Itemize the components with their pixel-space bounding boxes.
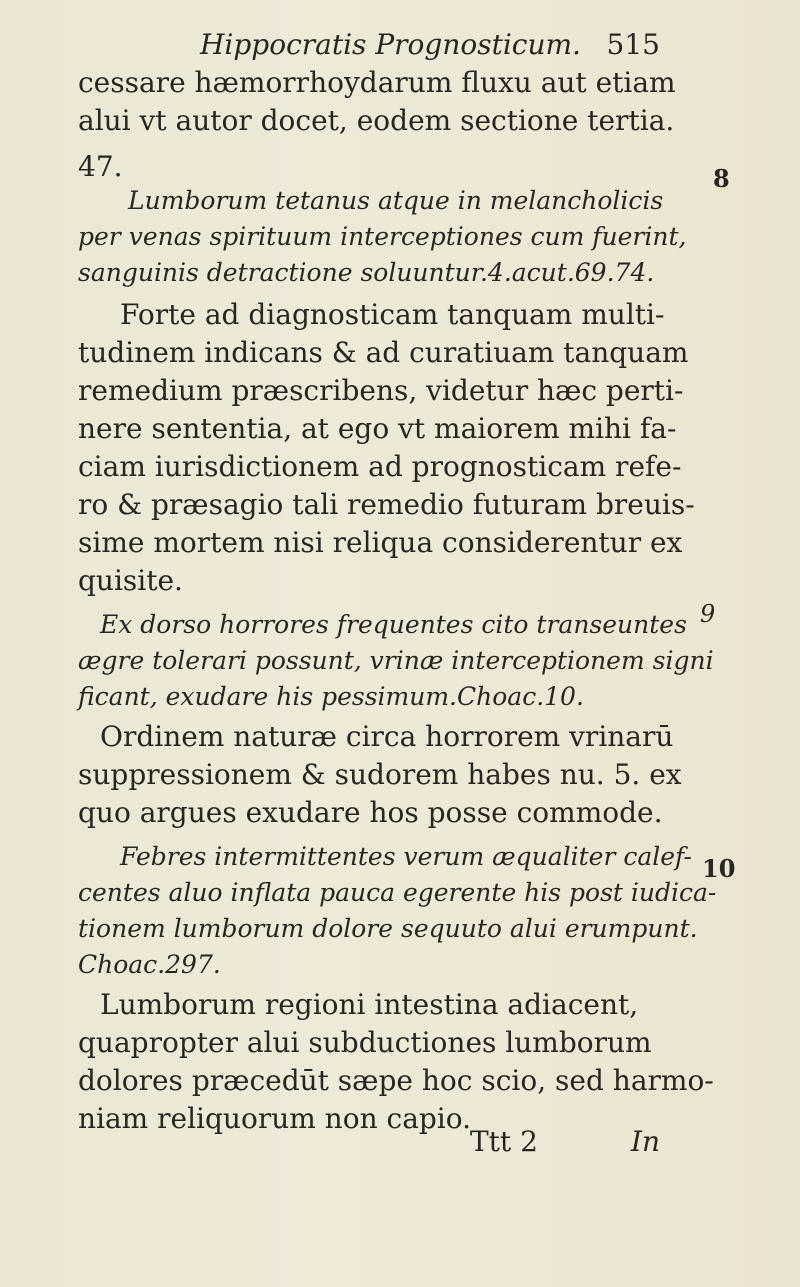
text-line: quo argues exudare hos posse commode. bbox=[78, 796, 663, 829]
margin-number: 10 bbox=[702, 854, 736, 883]
text-line: sime mortem nisi reliqua considerentur ex bbox=[78, 526, 683, 559]
text-line: Lumborum regioni intestina adiacent, bbox=[100, 988, 639, 1021]
aphorism-line: sanguinis detractione soluuntur.4.acut.69.74. bbox=[78, 258, 655, 287]
text-line: dolores præcedūt sæpe hoc scio, sed harmo- bbox=[78, 1064, 714, 1097]
margin-number: 9 bbox=[700, 600, 716, 628]
text-line: nere sententia, at ego vt maiorem mihi fa- bbox=[78, 412, 677, 445]
catchword: In bbox=[630, 1125, 660, 1158]
running-title: Hippocratis Prognosticum. bbox=[200, 28, 581, 61]
text-line: quapropter alui subductiones lumborum bbox=[78, 1026, 652, 1059]
section-number: 47. bbox=[78, 150, 123, 183]
aphorism-line: Febres intermittentes verum æqualiter calef- bbox=[120, 842, 692, 871]
text-line: remedium præscribens, videtur hæc perti- bbox=[78, 374, 684, 407]
aphorism-line: Ex dorso horrores frequentes cito transeuntes bbox=[100, 610, 687, 639]
aphorism-line: per venas spirituum interceptiones cum fuerint, bbox=[78, 222, 687, 251]
aphorism-line: tionem lumborum dolore sequuto alui erumpunt. bbox=[78, 914, 698, 943]
aphorism-line: ficant, exudare his pessimum.Choac.10. bbox=[78, 682, 584, 711]
margin-number: 8 bbox=[713, 164, 730, 193]
text-line: ro & præsagio tali remedio futuram breuis- bbox=[78, 488, 695, 521]
page-number: 515 bbox=[606, 28, 660, 61]
text-line: Ordinem naturæ circa horrorem vrinarū bbox=[100, 720, 674, 753]
text-line: alui vt autor docet, eodem sectione tertia. bbox=[78, 104, 675, 137]
text-line: cessare hæmorrhoydarum fluxu aut etiam bbox=[78, 66, 676, 99]
running-head bbox=[200, 28, 660, 68]
aphorism-line: ægre tolerari possunt, vrinæ interceptionem signi bbox=[78, 646, 714, 675]
text-line: niam reliquorum non capio. bbox=[78, 1102, 472, 1135]
text-line: suppressionem & sudorem habes nu. 5. ex bbox=[78, 758, 682, 791]
aphorism-line: Choac.297. bbox=[78, 950, 221, 979]
aphorism-line: centes aluo inflata pauca egerente his post iudica- bbox=[78, 878, 717, 907]
text-line: ciam iurisdictionem ad prognosticam refe- bbox=[78, 450, 682, 483]
signature-mark: Ttt 2 bbox=[470, 1125, 538, 1158]
text-line: Forte ad diagnosticam tanquam multi- bbox=[120, 298, 665, 331]
text-line: tudinem indicans & ad curatiuam tanquam bbox=[78, 336, 689, 369]
text-line: quisite. bbox=[78, 564, 183, 597]
aphorism-line: Lumborum tetanus atque in melancholicis bbox=[128, 186, 664, 215]
